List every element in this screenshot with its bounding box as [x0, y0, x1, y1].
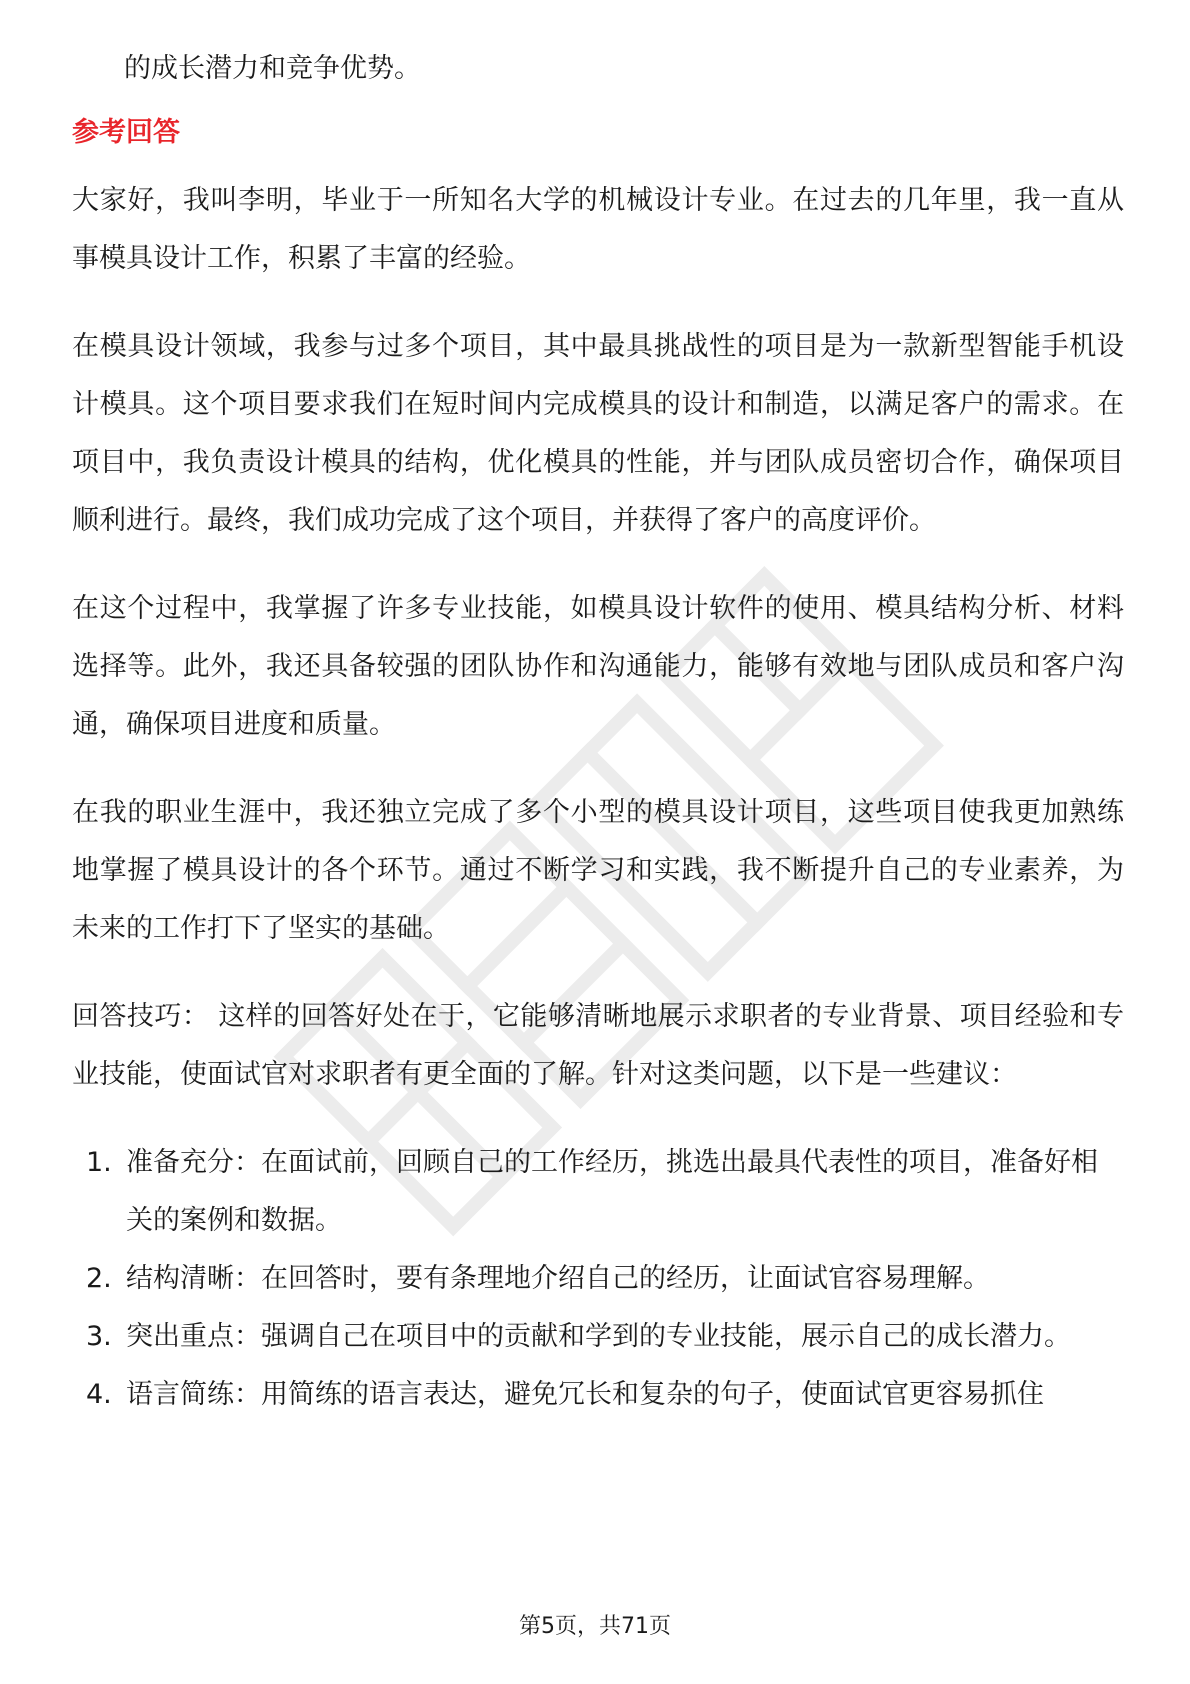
- list-item-text: 突出重点：强调自己在项目中的贡献和学到的专业技能，展示自己的成长潜力。: [126, 1321, 1071, 1352]
- list-item: [72, 1134, 1124, 1250]
- list-item-text: 结构清晰：在回答时，要有条理地介绍自己的经历，让面试官容易理解。: [126, 1263, 990, 1294]
- list-item-number: 2.: [86, 1263, 112, 1294]
- document-body: [72, 40, 1124, 1424]
- list-item-number: 4.: [86, 1379, 112, 1410]
- list-item: [72, 1250, 1124, 1308]
- list-item-number: 3.: [86, 1321, 112, 1352]
- list-item-text: 语言简练：用简练的语言表达，避免冗长和复杂的句子，使面试官更容易抓住: [126, 1379, 1044, 1410]
- continuation-text: 的成长潜力和竞争优势。: [124, 53, 421, 84]
- answer-paragraph: 在模具设计领域，我参与过多个项目，其中最具挑战性的项目是为一款新型智能手机设计模具。这个项目要求我们在短时间内完成模具的设计和制造，以满足客户的需求。在项目中，我负责设计模具的结构，优化模具的性能，并与团队成员密切合作，确保项目顺利进行。最终，我们成功完成了这个项目，并获得了客户的高度评价。: [72, 331, 1124, 536]
- list-item: [72, 1366, 1124, 1424]
- answer-tips-section: [72, 988, 1124, 1424]
- tips-list: [72, 1134, 1124, 1424]
- list-item: [72, 1308, 1124, 1366]
- tips-intro: 回答技巧： 这样的回答好处在于，它能够清晰地展示求职者的专业背景、项目经验和专业技能，使面试官对求职者有更全面的了解。针对这类问题，以下是一些建议：: [72, 1001, 1124, 1090]
- answer-paragraph: 在这个过程中，我掌握了许多专业技能，如模具设计软件的使用、模具结构分析、材料选择等。此外，我还具备较强的团队协作和沟通能力，能够有效地与团队成员和客户沟通，确保项目进度和质量。: [72, 593, 1124, 740]
- answer-paragraph: 大家好，我叫李明，毕业于一所知名大学的机械设计专业。在过去的几年里，我一直从事模具设计工作，积累了丰富的经验。: [72, 185, 1124, 274]
- reference-answer-heading: 参考回答: [72, 117, 180, 148]
- list-item-text: 准备充分：在面试前，回顾自己的工作经历，挑选出最具代表性的项目，准备好相关的案例和数据。: [126, 1147, 1098, 1236]
- page-number-footer: 第5页，共71页: [519, 1614, 671, 1639]
- answer-paragraph: 在我的职业生涯中，我还独立完成了多个小型的模具设计项目，这些项目使我更加熟练地掌握了模具设计的各个环节。通过不断学习和实践，我不断提升自己的专业素养，为未来的工作打下了坚实的基础。: [72, 797, 1124, 944]
- list-item-number: 1.: [86, 1147, 112, 1178]
